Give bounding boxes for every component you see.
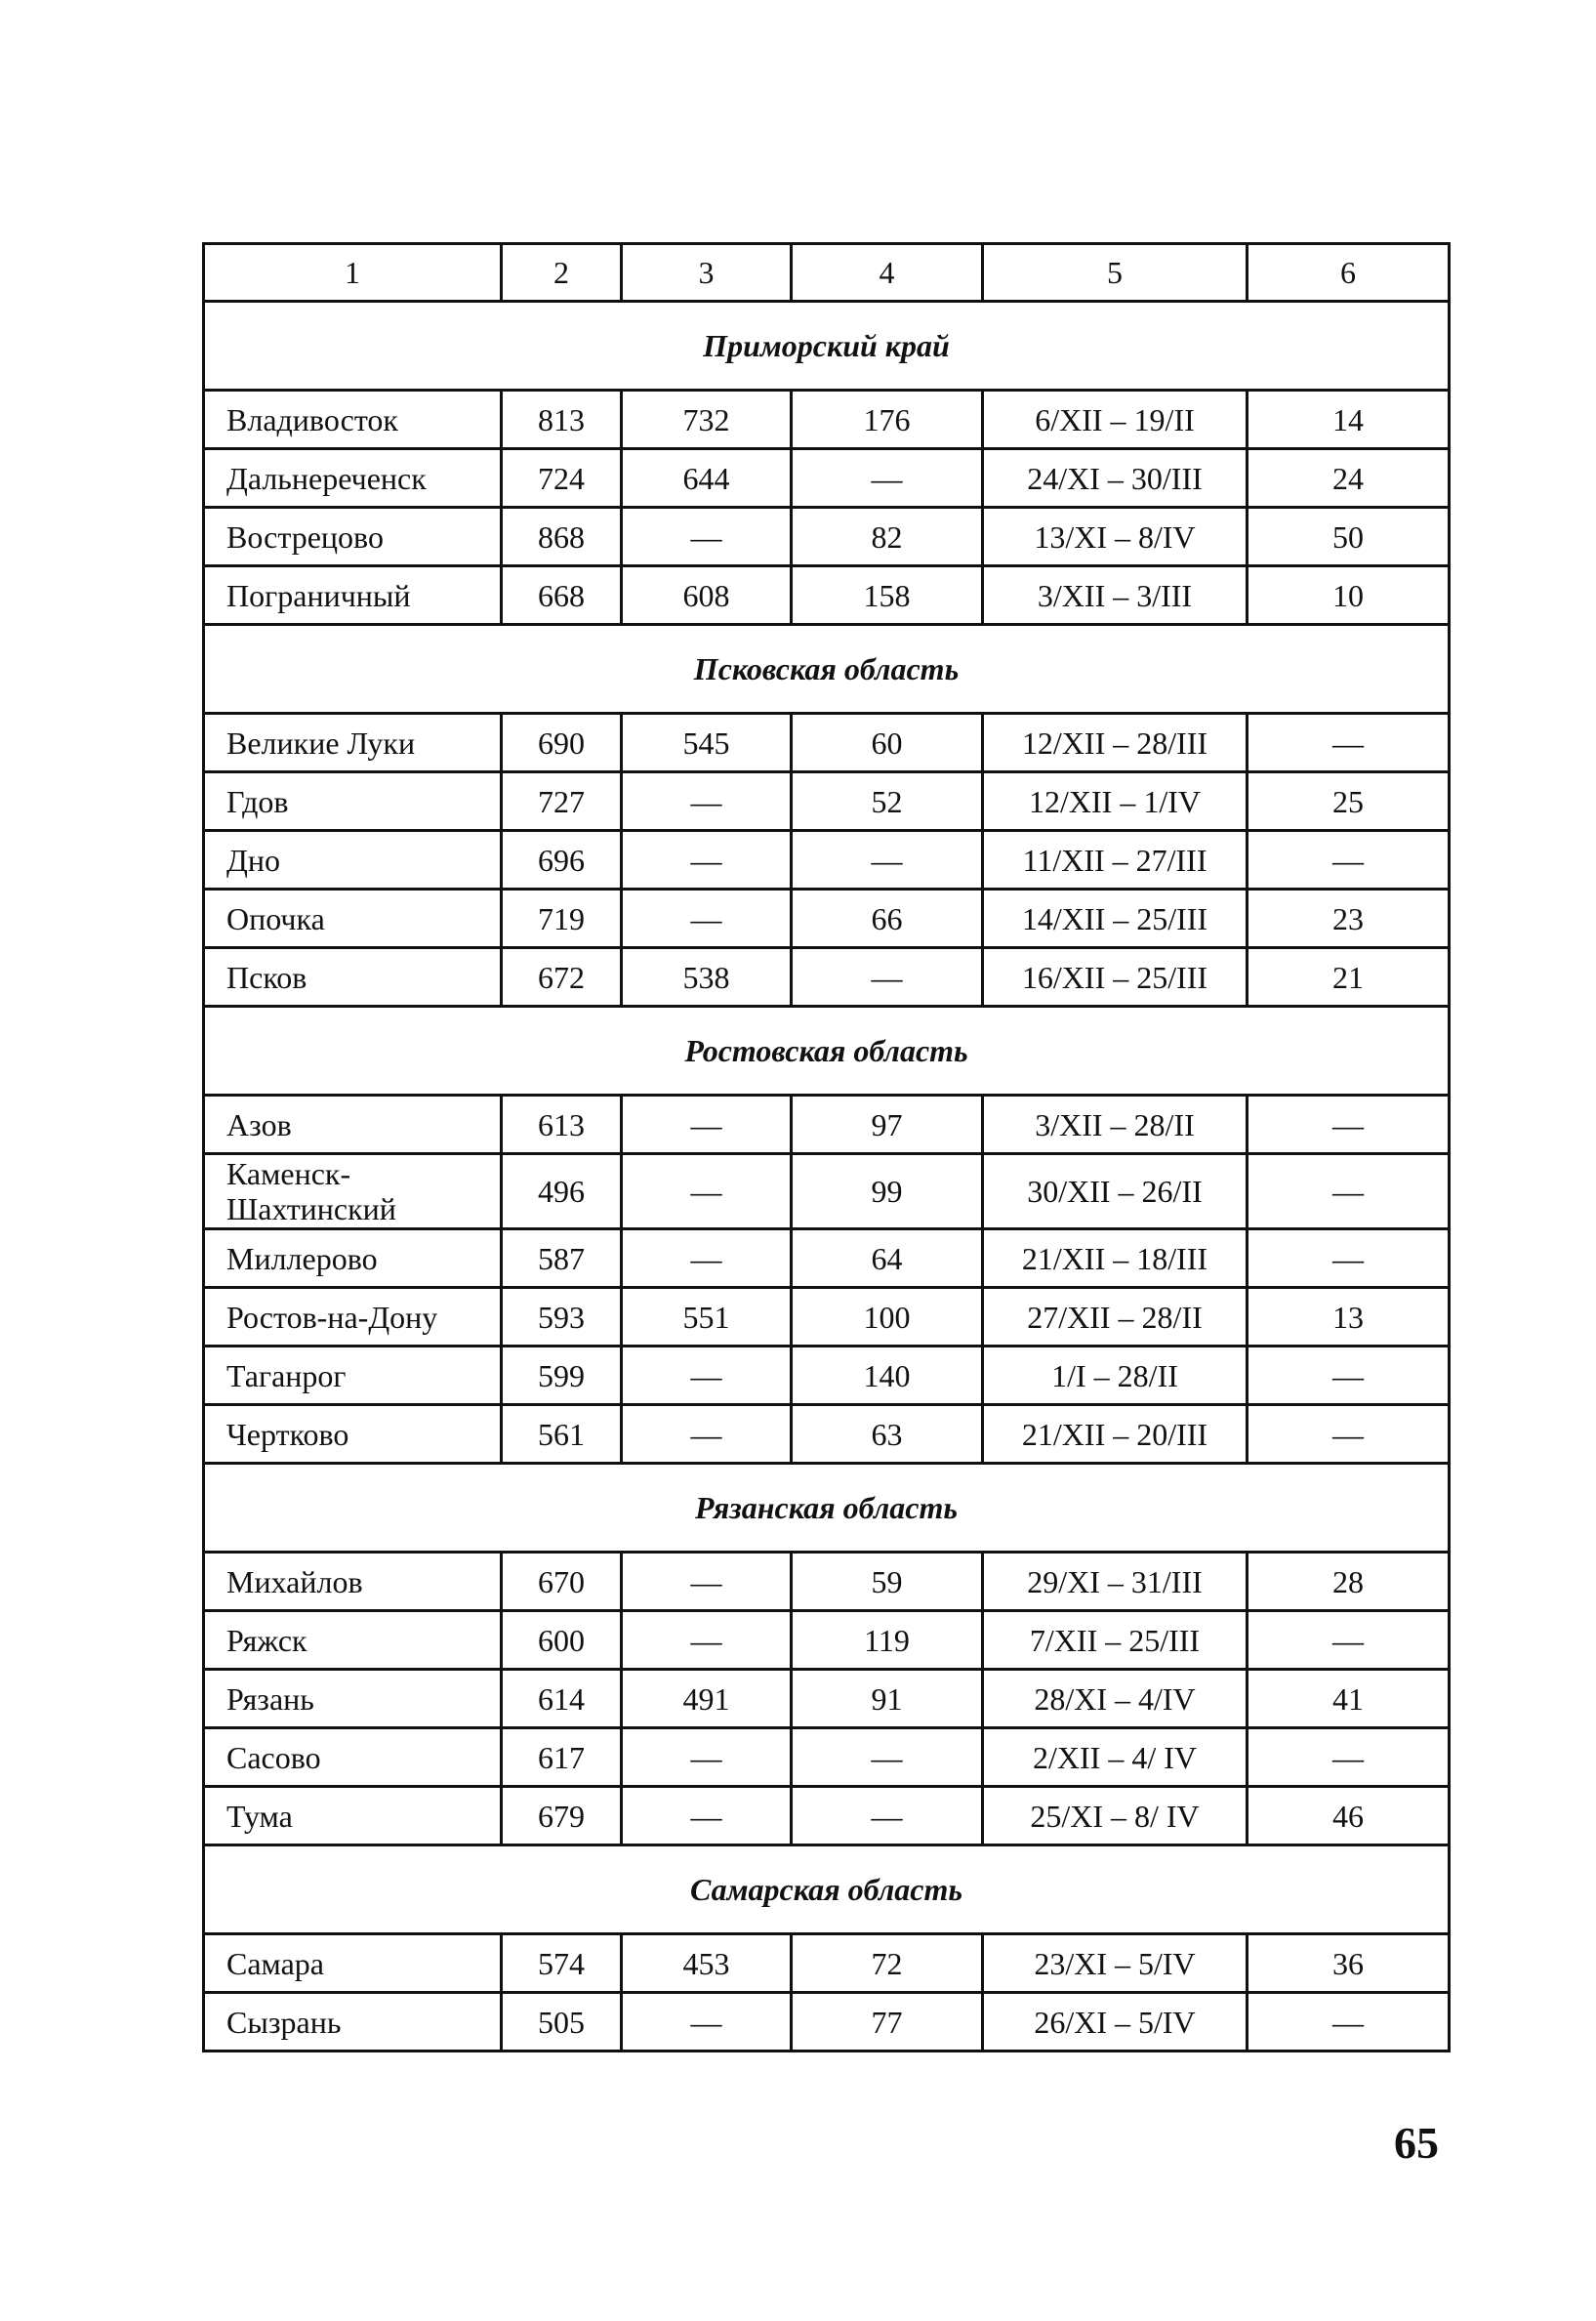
value-cell: —	[1248, 1728, 1450, 1787]
table-row	[204, 1934, 1450, 1993]
value-cell: 60	[792, 714, 983, 772]
value-cell: —	[622, 1611, 792, 1670]
value-cell: 561	[502, 1405, 622, 1464]
value-cell: 28/XI – 4/IV	[983, 1670, 1248, 1728]
value-cell: 91	[792, 1670, 983, 1728]
region-header-row	[204, 1007, 1450, 1096]
value-cell: 538	[622, 948, 792, 1007]
column-number: 3	[622, 244, 792, 302]
value-cell: —	[622, 1728, 792, 1787]
value-cell: 23	[1248, 890, 1450, 948]
value-cell: —	[622, 1787, 792, 1845]
value-cell: 29/XI – 31/III	[983, 1553, 1248, 1611]
value-cell: 587	[502, 1229, 622, 1288]
table-row	[204, 1787, 1450, 1845]
table-row	[204, 1154, 1450, 1229]
value-cell: —	[622, 890, 792, 948]
value-cell: —	[622, 1405, 792, 1464]
table-row	[204, 890, 1450, 948]
region-title: Рязанская область	[204, 1464, 1450, 1553]
value-cell: 670	[502, 1553, 622, 1611]
value-cell: 868	[502, 508, 622, 566]
station-name-cell: Таганрог	[204, 1347, 502, 1405]
station-name-cell: Вострецово	[204, 508, 502, 566]
value-cell: —	[1248, 714, 1450, 772]
value-cell: —	[1248, 1229, 1450, 1288]
station-name-cell: Тума	[204, 1787, 502, 1845]
value-cell: 7/XII – 25/III	[983, 1611, 1248, 1670]
region-header-row	[204, 1464, 1450, 1553]
station-name-cell: Гдов	[204, 772, 502, 831]
station-name-cell: Дальнереченск	[204, 449, 502, 508]
value-cell: —	[792, 948, 983, 1007]
value-cell: —	[622, 1347, 792, 1405]
region-header-row	[204, 302, 1450, 391]
value-cell: 12/XII – 28/III	[983, 714, 1248, 772]
station-name-cell: Пограничный	[204, 566, 502, 625]
value-cell: —	[622, 1993, 792, 2052]
value-cell: 63	[792, 1405, 983, 1464]
value-cell: 2/XII – 4/ IV	[983, 1728, 1248, 1787]
value-cell: 11/XII – 27/III	[983, 831, 1248, 890]
value-cell: 59	[792, 1553, 983, 1611]
value-cell: 24	[1248, 449, 1450, 508]
value-cell: 82	[792, 508, 983, 566]
value-cell: —	[792, 449, 983, 508]
value-cell: —	[1248, 1611, 1450, 1670]
value-cell: —	[622, 1229, 792, 1288]
value-cell: 41	[1248, 1670, 1450, 1728]
table-row	[204, 508, 1450, 566]
table-body	[204, 244, 1450, 2052]
value-cell: 727	[502, 772, 622, 831]
value-cell: 551	[622, 1288, 792, 1347]
station-name-cell: Сасово	[204, 1728, 502, 1787]
value-cell: 668	[502, 566, 622, 625]
value-cell: 28	[1248, 1553, 1450, 1611]
value-cell: 617	[502, 1728, 622, 1787]
value-cell: —	[1248, 831, 1450, 890]
value-cell: 46	[1248, 1787, 1450, 1845]
value-cell: 453	[622, 1934, 792, 1993]
value-cell: 176	[792, 391, 983, 449]
value-cell: 644	[622, 449, 792, 508]
value-cell: —	[792, 831, 983, 890]
value-cell: 599	[502, 1347, 622, 1405]
table-row	[204, 449, 1450, 508]
value-cell: 52	[792, 772, 983, 831]
value-cell: 696	[502, 831, 622, 890]
region-title: Приморский край	[204, 302, 1450, 391]
value-cell: 12/XII – 1/IV	[983, 772, 1248, 831]
column-number: 5	[983, 244, 1248, 302]
value-cell: —	[1248, 1347, 1450, 1405]
value-cell: 25	[1248, 772, 1450, 831]
value-cell: —	[622, 1096, 792, 1154]
table-row	[204, 948, 1450, 1007]
value-cell: 72	[792, 1934, 983, 1993]
value-cell: 593	[502, 1288, 622, 1347]
value-cell: 1/I – 28/II	[983, 1347, 1248, 1405]
value-cell: 158	[792, 566, 983, 625]
table-row	[204, 1347, 1450, 1405]
value-cell: —	[1248, 1096, 1450, 1154]
value-cell: —	[622, 508, 792, 566]
table-row	[204, 1670, 1450, 1728]
value-cell: 14/XII – 25/III	[983, 890, 1248, 948]
value-cell: 64	[792, 1229, 983, 1288]
station-name-cell: Азов	[204, 1096, 502, 1154]
table-row	[204, 772, 1450, 831]
column-number: 4	[792, 244, 983, 302]
value-cell: 614	[502, 1670, 622, 1728]
station-name-cell: Сызрань	[204, 1993, 502, 2052]
value-cell: 600	[502, 1611, 622, 1670]
value-cell: 3/XII – 3/III	[983, 566, 1248, 625]
value-cell: 3/XII – 28/II	[983, 1096, 1248, 1154]
value-cell: 496	[502, 1154, 622, 1229]
station-name-cell: Ряжск	[204, 1611, 502, 1670]
table-row	[204, 1405, 1450, 1464]
value-cell: 10	[1248, 566, 1450, 625]
value-cell: 719	[502, 890, 622, 948]
value-cell: 608	[622, 566, 792, 625]
value-cell: 25/XI – 8/ IV	[983, 1787, 1248, 1845]
value-cell: 26/XI – 5/IV	[983, 1993, 1248, 2052]
value-cell: 21	[1248, 948, 1450, 1007]
station-name-cell: Опочка	[204, 890, 502, 948]
value-cell: —	[1248, 1154, 1450, 1229]
value-cell: 66	[792, 890, 983, 948]
value-cell: 491	[622, 1670, 792, 1728]
climate-table	[202, 242, 1451, 2052]
value-cell: 6/XII – 19/II	[983, 391, 1248, 449]
column-number: 1	[204, 244, 502, 302]
station-name-cell: Дно	[204, 831, 502, 890]
table-row	[204, 1728, 1450, 1787]
table-row	[204, 714, 1450, 772]
value-cell: —	[792, 1787, 983, 1845]
value-cell: 574	[502, 1934, 622, 1993]
station-name-cell: Рязань	[204, 1670, 502, 1728]
value-cell: 27/XII – 28/II	[983, 1288, 1248, 1347]
region-header-row	[204, 1845, 1450, 1934]
value-cell: 690	[502, 714, 622, 772]
station-name-cell: Владивосток	[204, 391, 502, 449]
station-name-cell: Каменск-Шахтинский	[204, 1154, 502, 1229]
value-cell: 545	[622, 714, 792, 772]
value-cell: 119	[792, 1611, 983, 1670]
value-cell: 505	[502, 1993, 622, 2052]
value-cell: 36	[1248, 1934, 1450, 1993]
value-cell: —	[622, 1553, 792, 1611]
value-cell: 140	[792, 1347, 983, 1405]
value-cell: —	[1248, 1405, 1450, 1464]
value-cell: —	[622, 831, 792, 890]
table-row	[204, 831, 1450, 890]
value-cell: 13	[1248, 1288, 1450, 1347]
table-row	[204, 1993, 1450, 2052]
region-header-row	[204, 625, 1450, 714]
value-cell: 100	[792, 1288, 983, 1347]
table-row	[204, 566, 1450, 625]
table-row	[204, 1229, 1450, 1288]
value-cell: 613	[502, 1096, 622, 1154]
region-title: Самарская область	[204, 1845, 1450, 1934]
value-cell: 97	[792, 1096, 983, 1154]
value-cell: —	[792, 1728, 983, 1787]
column-number: 2	[502, 244, 622, 302]
value-cell: 13/XI – 8/IV	[983, 508, 1248, 566]
region-title: Ростовская область	[204, 1007, 1450, 1096]
value-cell: —	[622, 772, 792, 831]
value-cell: 724	[502, 449, 622, 508]
table-row	[204, 1288, 1450, 1347]
page-number: 65	[1394, 2118, 1439, 2168]
table-row	[204, 1553, 1450, 1611]
value-cell: 50	[1248, 508, 1450, 566]
value-cell: 77	[792, 1993, 983, 2052]
value-cell: 732	[622, 391, 792, 449]
value-cell: 672	[502, 948, 622, 1007]
value-cell: 24/XI – 30/III	[983, 449, 1248, 508]
station-name-cell: Ростов-на-Дону	[204, 1288, 502, 1347]
station-name-cell: Михайлов	[204, 1553, 502, 1611]
column-number-row	[204, 244, 1450, 302]
value-cell: 30/XII – 26/II	[983, 1154, 1248, 1229]
value-cell: —	[622, 1154, 792, 1229]
value-cell: 99	[792, 1154, 983, 1229]
value-cell: 16/XII – 25/III	[983, 948, 1248, 1007]
region-title: Псковская область	[204, 625, 1450, 714]
value-cell: 21/XII – 18/III	[983, 1229, 1248, 1288]
value-cell: 14	[1248, 391, 1450, 449]
table-row	[204, 1096, 1450, 1154]
value-cell: —	[1248, 1993, 1450, 2052]
table-row	[204, 391, 1450, 449]
value-cell: 813	[502, 391, 622, 449]
station-name-cell: Чертково	[204, 1405, 502, 1464]
value-cell: 679	[502, 1787, 622, 1845]
value-cell: 21/XII – 20/III	[983, 1405, 1248, 1464]
station-name-cell: Великие Луки	[204, 714, 502, 772]
station-name-cell: Самара	[204, 1934, 502, 1993]
station-name-cell: Псков	[204, 948, 502, 1007]
column-number: 6	[1248, 244, 1450, 302]
station-name-cell: Миллерово	[204, 1229, 502, 1288]
value-cell: 23/XI – 5/IV	[983, 1934, 1248, 1993]
table-row	[204, 1611, 1450, 1670]
